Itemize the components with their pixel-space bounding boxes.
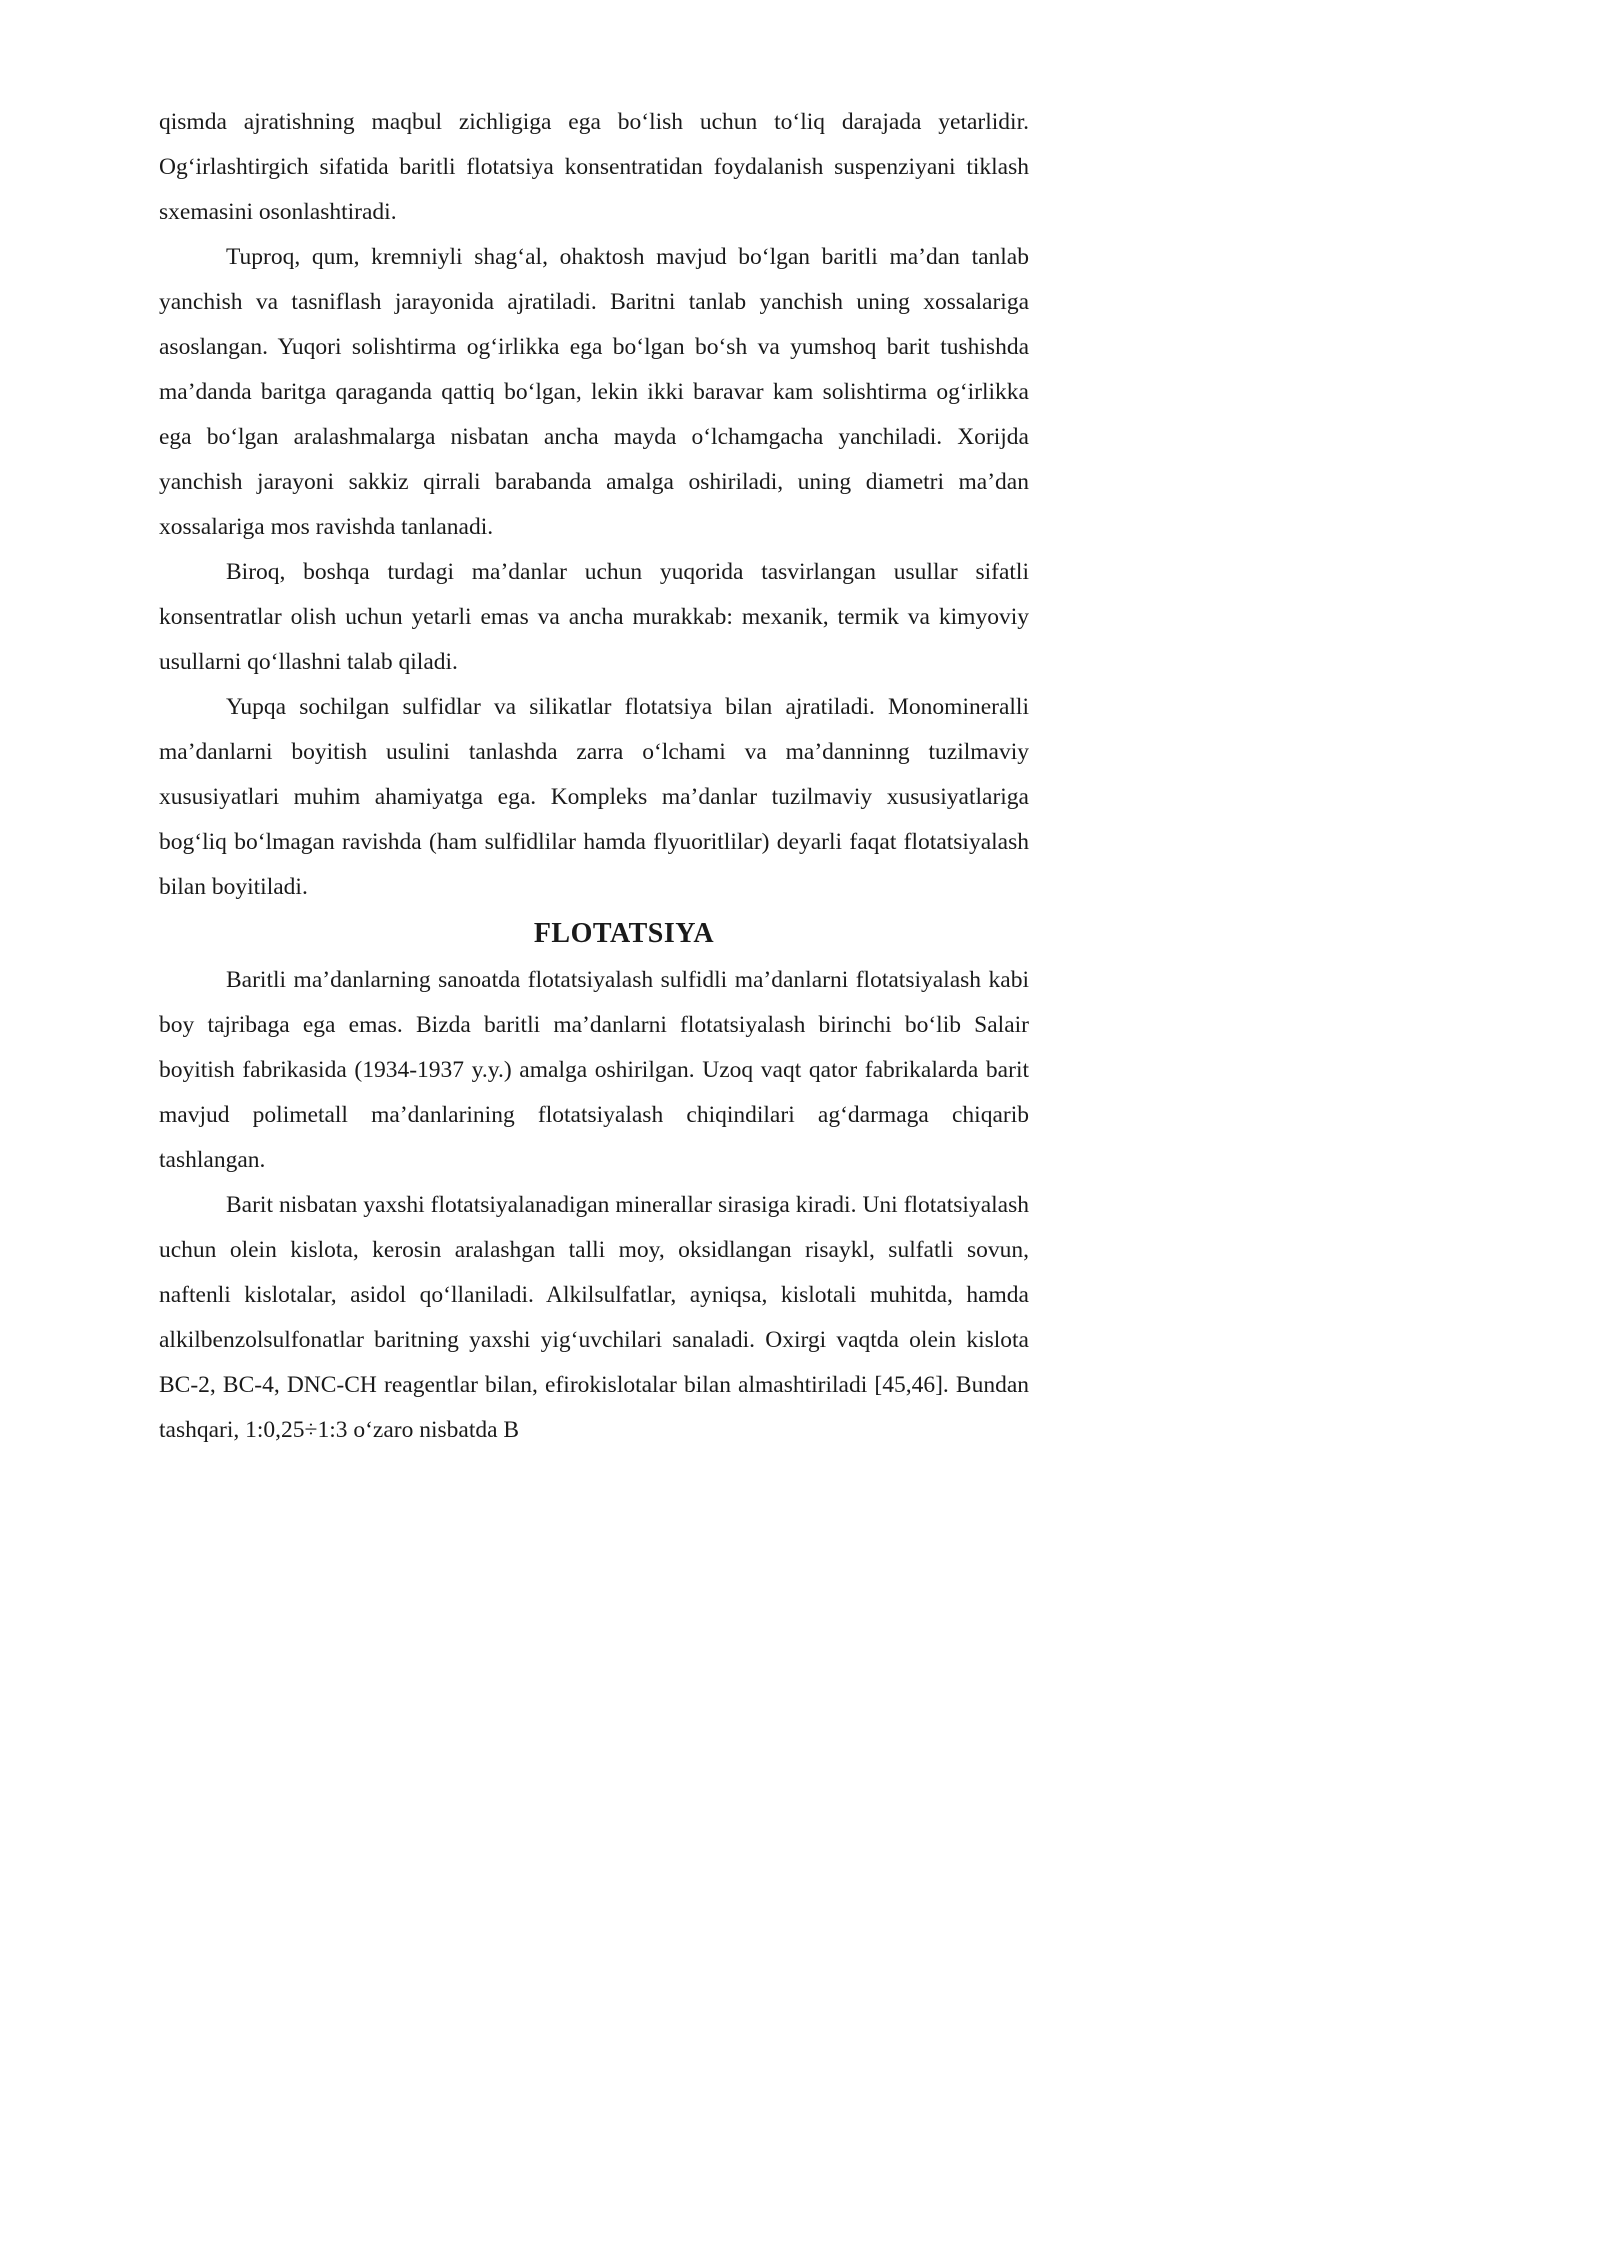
body-text <box>159 100 1029 1453</box>
paragraph: Tuproq, qum, kremniyli shag‘al, ohaktosh mavjud bo‘lgan baritli ma’dan tanlab yanchish va tasniflash jarayonida ajratiladi. Baritni tanlab yanchish uning xossalariga asoslangan. Yuqori solishtirma og‘irlikka ega bo‘lgan bo‘sh va yumshoq barit tushishda ma’danda baritga qaraganda qattiq bo‘lgan, lekin ikki baravar kam solishtirma og‘irlikka ega bo‘lgan aralashmalarga nisbatan ancha mayda o‘lchamgacha yanchiladi. Xorijda yanchish jarayoni sakkiz qirrali barabanda amalga oshiriladi, uning diametri ma’dan xossalariga mos ravishda tanlanadi. <box>159 244 1029 540</box>
paragraph: Biroq, boshqa turdagi ma’danlar uchun yuqorida tasvirlangan usullar sifatli konsentratlar olish uchun yetarli emas va ancha murakkab: mexanik, termik va kimyoviy usullarni qo‘llashni talab qiladi. <box>159 559 1029 675</box>
section-heading: FLOTATSIYA <box>533 918 715 949</box>
paragraph: Barit nisbatan yaxshi flotatsiyalanadigan minerallar sirasiga kiradi. Uni flotatsiyalash uchun olein kislota, kerosin aralashgan talli moy, oksidlangan risaykl, sulfatli sovun, naftenli kislotalar, asidol qo‘llaniladi. Alkilsulfatlar, ayniqsa, kislotali muhitda, hamda alkilbenzolsulfonatlar baritning yaxshi yig‘uvchilari sanaladi. Oxirgi vaqtda olein kislota BC-2, BC-4, DNC-CH reagentlar bilan, efirokislotalar bilan almashtiriladi [45,46]. Bundan tashqari, 1:0,25÷1:3 o‘zaro nisbatda B <box>159 1192 1029 1443</box>
document-page <box>0 0 1110 1567</box>
paragraph: Yupqa sochilgan sulfidlar va silikatlar flotatsiya bilan ajratiladi. Monomineralli ma’danlarni boyitish usulini tanlashda zarra o‘lchami va ma’danninng tuzilmaviy xususiyatlari muhim ahamiyatga ega. Kompleks ma’danlar tuzilmaviy xususiyatlariga bog‘liq bo‘lmagan ravishda (ham sulfidlilar hamda flyuoritlilar) deyarli faqat flotatsiyalash bilan boyitiladi. <box>159 694 1029 900</box>
paragraph: Baritli ma’danlarning sanoatda flotatsiyalash sulfidli ma’danlarni flotatsiyalash kabi boy tajribaga ega emas. Bizda baritli ma’danlarni flotatsiyalash birinchi bo‘lib Salair boyitish fabrikasida (1934-1937 y.y.) amalga oshirilgan. Uzoq vaqt qator fabrikalarda barit mavjud polimetall ma’danlarining flotatsiyalash chiqindilari ag‘darmaga chiqarib tashlangan. <box>159 967 1029 1173</box>
paragraph-continuation: qismda ajratishning maqbul zichligiga ega bo‘lish uchun to‘liq darajada yetarlidir. Og‘irlashtirgich sifatida baritli flotatsiya konsentratidan foydalanish suspenziyani tiklash sxemasini osonlashtiradi. <box>159 109 1029 225</box>
